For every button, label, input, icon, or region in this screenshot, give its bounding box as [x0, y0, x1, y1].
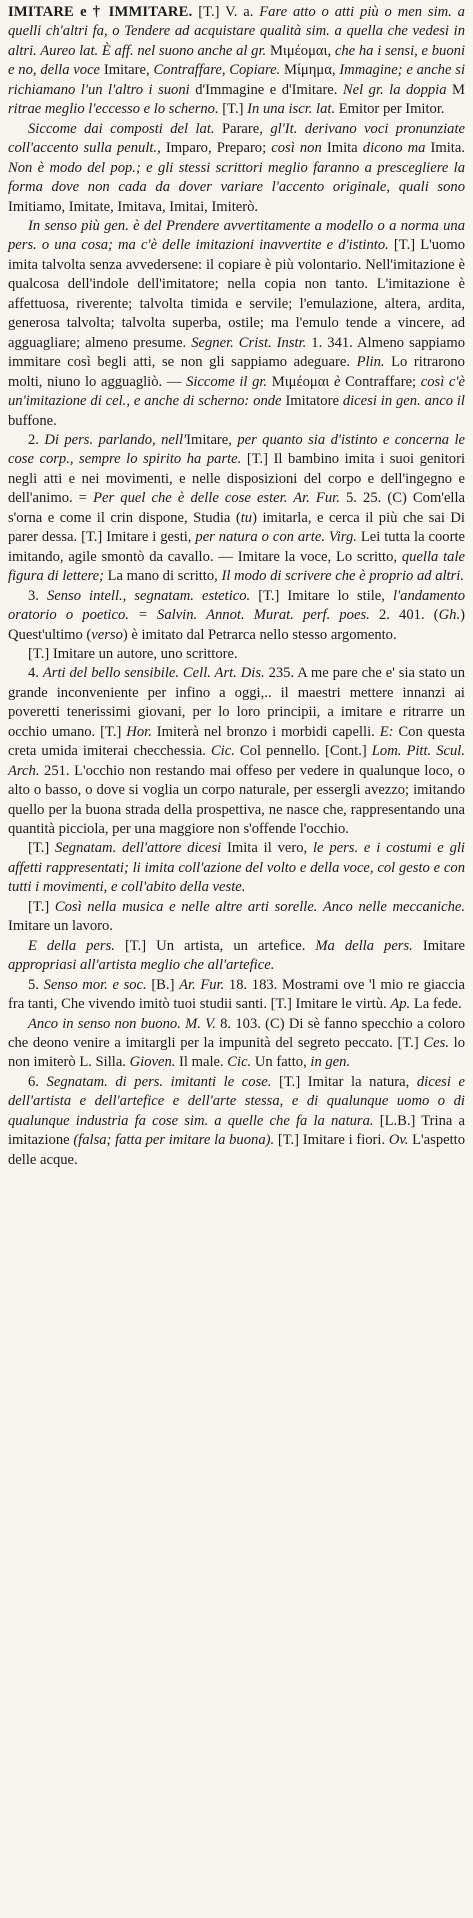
text-run: 251. L'occhio non restando mai offeso per vedere in qualunque loco, o alto o basso, o dove si voglia un corpo naturale, per essergli avezzo; imitando quello per la buona strada della prospettiva, ne nasce che, rappresentando una quantità picciola, per una maggiore non s'offende l'occhio. [8, 762, 465, 838]
italic-run: quella tale figura di lettere; [8, 548, 466, 585]
text-run: 5. 25. (C) Com'ella s'orna e come il crin dispone, Studia ( [8, 490, 466, 526]
text-run: La mano di scritto, [103, 568, 222, 585]
italic-run: in gen. [310, 1054, 351, 1071]
headword: IMITARE e † IMMITARE. [8, 4, 193, 20]
text-run: Imitiamo, Imitate, Imitava, Imitai, Imiterò. [8, 198, 259, 215]
italic-run: dicono ma [362, 140, 426, 157]
text-run: ) Quest'ultimo ( [8, 607, 465, 643]
text-run: Un fatto, [251, 1054, 311, 1071]
italic-run: che ha i sensi, e buoni e no, della voce [8, 42, 466, 79]
dictionary-entry-imitare [8, 3, 465, 1170]
italic-run: le pers. e i costumi e gli affetti rappresentati; li imita coll'azione del volto e della voce, col gesto e con tutti i movimenti, e coll'abito della veste. [8, 840, 465, 896]
text-run: 6. [28, 1073, 47, 1090]
italic-run: Gioven. [129, 1054, 176, 1071]
italic-run: tu [240, 509, 253, 526]
italic-run: dicesi in gen. anco il [342, 393, 465, 410]
text-run: Lei tutta la coorte imitando, agile smontò da cavallo. — Imitare la voce, Lo scritto, [8, 529, 465, 565]
text-run: Μίμημα, [280, 62, 340, 79]
entry-paragraph-sense-3 [8, 587, 465, 645]
italic-run: gl'It. derivano voci pronunziate coll'accento sulla penult., [8, 120, 465, 157]
entry-paragraph-general-sense [8, 217, 465, 431]
entry-paragraph-bad-sense [8, 1015, 465, 1073]
text-run: 2. [28, 431, 45, 448]
italic-run: così non [271, 140, 322, 157]
italic-run: dicesi e dell'artista e dell'artefice e dell'arte stessa, e di qualunque uomo o di qualunque industria fa cose sim. a quelle che fa la natura. [8, 1073, 465, 1129]
italic-run: Immagine; e anche si richiamano l'un l'altro i suoni [8, 62, 465, 98]
entry-paragraph-sense-2 [8, 431, 465, 587]
text-run: 4. [28, 665, 43, 682]
text-run: Con questa creta umida imiterai checchessia. [8, 723, 465, 760]
text-run: Lo ritrarono molti, niuno lo agguagliò. — [8, 354, 465, 390]
text-run: Imiterà nel bronzo i morbidi capelli. [151, 723, 380, 740]
text-run: Imita. [425, 140, 465, 157]
text-run: [T.] [28, 898, 55, 915]
text-run: [T.] V. a. [192, 4, 260, 20]
italic-run: Arti del bello sensibile. Cell. Art. Dis. [42, 665, 265, 682]
italic-run: Ces. [423, 1035, 449, 1052]
italic-run: Lom. Pitt. Scul. Arch. [8, 743, 465, 779]
text-run: Il male. [175, 1054, 228, 1071]
text-run: [T.] [218, 101, 248, 118]
text-run: [T.] Imitare lo stile, [250, 587, 393, 604]
italic-run: Fare atto o atti più o men sim. a quelli ch'altri fa, o Tendere ad acquistare qualità sim. a quella che vedesi in altri. Aureo lat. È aff. nel suono anche al gr. [8, 4, 465, 59]
entry-paragraph-sense-6 [8, 1073, 465, 1170]
text-run: Imitatore [281, 393, 343, 410]
text-run: Contraffare; [340, 373, 421, 390]
italic-run: per quanto sia d'istinto e concerna le cose corp., sempre lo spirito ha parte. [8, 431, 466, 468]
italic-run: Ma della pers. [315, 937, 413, 954]
text-run: [T.] L'uomo imita talvolta senza avvedersene: il copiare è più volontario. Nell'imitazione è qualcosa dell'indole dell'imitatore; nella copia non tanto. L'imitazione è affettuosa, riverente; talvolta timida e servile; l'emulazione, altera, ardita, generosa talvolta; talvolta superba, ostile; ma l'emulo tende a vincere, ad agguagliare; almeno presume. [8, 237, 465, 351]
entry-paragraph-definition [8, 3, 465, 120]
italic-run: E: [379, 723, 394, 740]
text-run: Imitare, [100, 62, 154, 79]
text-run: La fede. [410, 996, 462, 1013]
italic-run: Gh. [438, 607, 461, 624]
text-run: lo non imiterò L. Silla. [8, 1035, 465, 1071]
italic-run: così c'è un'imitazione di cel., e anche di scherno: onde [8, 373, 465, 410]
italic-run: Segner. Crist. Instr. [191, 334, 307, 351]
italic-run: Anco in senso non buono. M. V. [28, 1015, 216, 1032]
text-run: [T.] Il bambino imita i suoi genitori negli atti e nei movimenti, e nelle disposizioni del corpo e dell'ingegno e dell'animo. = [8, 451, 465, 507]
entry-paragraph-actor [8, 839, 465, 897]
text-run: 1. 341. Almeno sappiamo immitare così begli atti, se non gli sappiamo adeguare. [8, 334, 465, 371]
text-run: buffone. [8, 412, 57, 429]
italic-run: Segnatam. di pers. imitanti le cose. [46, 1073, 272, 1090]
italic-run: Plin. [356, 354, 385, 371]
italic-run: Hor. [126, 723, 152, 740]
text-run: Imitare [412, 937, 465, 954]
italic-run: Ov. [388, 1132, 409, 1149]
italic-run: (falsa; fatta per imitare la buona). [73, 1132, 275, 1149]
text-run: 5. [28, 976, 44, 993]
text-run: M [446, 81, 466, 98]
text-run: ) è imitato dal Petrarca nello stesso argomento. [122, 626, 397, 643]
italic-run: Ap. [390, 996, 411, 1013]
text-run: [T.] Imitare i fiori. [274, 1132, 389, 1149]
text-run: d'Immagine e d'Imitare. [189, 81, 343, 98]
italic-run: ritrae meglio l'eccesso e lo scherno. [8, 101, 219, 118]
text-run: [L.B.] Trina a imitazione [8, 1112, 465, 1149]
italic-run: per natura o con arte. Virg. [195, 529, 357, 546]
italic-run: Siccome dai composti del lat. [28, 120, 215, 137]
text-run: Imparo, Preparo; [160, 140, 272, 157]
italic-run: Segnatam. dell'attore dicesi [55, 840, 222, 857]
italic-run: appropriasi all'artista meglio che all'artefice. [8, 957, 275, 974]
text-run: Col pennello. [Cont.] [234, 743, 372, 760]
italic-run: Cic. [210, 743, 235, 760]
italic-run: l'andamento oratorio o poetico. = Salvin. Annot. Murat. perf. poes. [8, 587, 465, 624]
text-run: 3. [28, 587, 47, 604]
italic-run: Senso intell., segnatam. estetico. [46, 587, 251, 604]
italic-run: Cic. [227, 1054, 252, 1071]
text-run: Imitare, [186, 431, 238, 448]
entry-paragraph-sense-5 [8, 976, 465, 1015]
entry-paragraph-accent-note [8, 120, 465, 217]
entry-paragraph-sense-4 [8, 664, 465, 839]
italic-run: Non è modo del pop.; e gli stessi scrittori meglio faranno a prescegliere la forma dove non cada da dover variare l'accento originale, quali sono [8, 159, 465, 196]
italic-run: Contraffare, Copiare. [153, 62, 281, 79]
text-run: Imita [321, 140, 363, 157]
entry-paragraph-music-arts [8, 898, 465, 937]
italic-run: Senso mor. e soc. [43, 976, 147, 993]
text-run: 8. 103. (C) Di sè fanno specchio a coloro che deono venire a imitargli per la impunità del segreto peccato. [T.] [8, 1015, 465, 1052]
text-run: [T.] Imitar la natura, [271, 1073, 417, 1090]
text-run: Emitor per Imitor. [335, 101, 445, 118]
text-run: [B.] [146, 976, 180, 993]
italic-run: Così nella musica e nelle altre arti sorelle. Anco nelle meccaniche. [54, 898, 465, 915]
entry-paragraph-sense-3-example [8, 645, 465, 664]
text-run: [T.] Un artista, un artefice. [114, 937, 316, 954]
italic-run: è [333, 373, 341, 390]
italic-run: verso [91, 626, 123, 643]
italic-run: E della pers. [28, 937, 115, 954]
text-run: Μιμέομαι [267, 373, 334, 390]
text-run: 2. 401. ( [369, 607, 439, 624]
italic-run: Ar. Fur. [179, 976, 225, 993]
text-run: [T.] Imitare un autore, uno scrittore. [28, 645, 238, 662]
text-run: Imitare un lavoro. [8, 918, 113, 935]
text-run: Imita il vero, [221, 840, 313, 857]
text-run: L'aspetto delle acque. [8, 1132, 466, 1168]
italic-run: Nel gr. la doppia [342, 81, 447, 98]
text-run: 18. 183. Mostrami ove 'l mio re giaccia fra tanti, Che vivendo imitò tuoi studii santi. [T.] Imitare le virtù. [8, 976, 466, 1013]
italic-run: Per quel che è delle cose ester. Ar. Fur. [93, 490, 340, 507]
entry-paragraph-person [8, 937, 465, 976]
text-run: ) imitarla, e cerca il più che sai Di parer dessa. [T.] Imitare i gesti, [8, 509, 465, 546]
text-run: [T.] [28, 840, 56, 857]
text-run: 235. A me pare che e' sia stato un grande inconveniente per infino a oggi,.. il maestri mettere innanzi ai poveretti tenerissimi giovani, per lo loro principii, a imitare e ritrarre un occhio umano. [T.] [8, 665, 465, 740]
italic-run: Il modo di scrivere che è proprio ad altri. [221, 568, 464, 585]
text-run: Μιμέομαι, [266, 42, 335, 59]
italic-run: In una iscr. lat. [247, 101, 336, 118]
italic-run: Siccome il gr. [186, 373, 268, 390]
italic-run: In senso più gen. è del Prendere avvertitamente a modello o a norma una pers. o una cosa; ma c'è delle imitazioni inavvertite e d'istinto. [8, 217, 465, 254]
text-run: Parare, [214, 120, 271, 137]
italic-run: Di pers. parlando, nell' [44, 431, 187, 448]
